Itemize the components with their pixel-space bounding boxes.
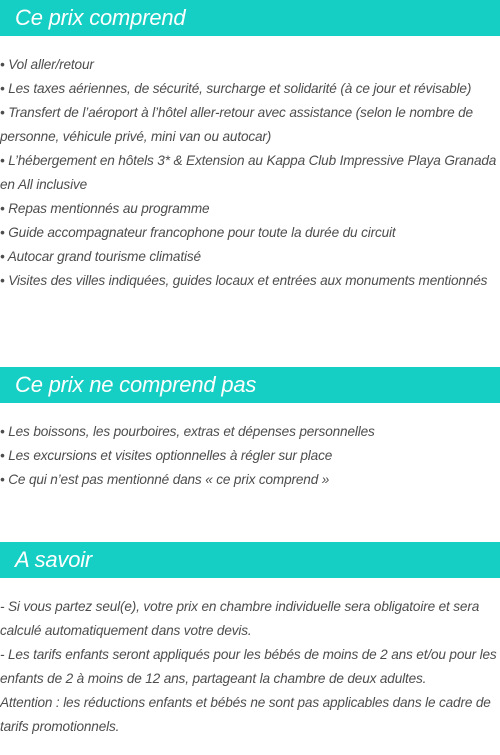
excludes-title: Ce prix ne comprend pas	[15, 372, 257, 397]
includes-list	[0, 53, 500, 293]
list-item: • Les taxes aériennes, de sécurité, surcharge et solidarité (à ce jour et révisable)	[0, 81, 472, 96]
list-item: - Si vous partez seul(e), votre prix en chambre individuelle sera obligatoire et sera calculé automatiquement dans votre devis.	[0, 599, 480, 638]
info-section	[0, 542, 500, 739]
info-list	[0, 595, 500, 739]
list-item: • Vol aller/retour	[0, 57, 94, 72]
list-item: • Les boissons, les pourboires, extras et dépenses personnelles	[0, 424, 375, 439]
list-item: • Ce qui n’est pas mentionné dans « ce prix comprend »	[0, 472, 330, 487]
excludes-header	[0, 367, 500, 403]
includes-section	[0, 0, 500, 293]
list-item: • Repas mentionnés au programme	[0, 201, 210, 216]
info-header	[0, 542, 500, 578]
list-item: • L’hébergement en hôtels 3* & Extension au Kappa Club Impressive Playa Granada en All inclusive	[0, 153, 497, 192]
excludes-section	[0, 367, 500, 492]
info-title: A savoir	[15, 547, 93, 572]
list-item: - Les tarifs enfants seront appliqués pour les bébés de moins de 2 ans et/ou pour les enfants de 2 à moins de 12 ans, partageant la chambre de deux adultes.	[0, 647, 497, 686]
list-item: • Autocar grand tourisme climatisé	[0, 249, 201, 264]
includes-header	[0, 0, 500, 36]
list-item: Attention : les réductions enfants et bébés ne sont pas applicables dans le cadre de tarifs promotionnels.	[0, 695, 491, 734]
includes-title: Ce prix comprend	[15, 5, 186, 30]
list-item: • Visites des villes indiquées, guides locaux et entrées aux monuments mentionnés	[0, 273, 488, 288]
excludes-list	[0, 420, 500, 492]
list-item: • Guide accompagnateur francophone pour toute la durée du circuit	[0, 225, 396, 240]
list-item: • Transfert de l’aéroport à l’hôtel aller-retour avec assistance (selon le nombre de personne, véhicule privé, mini van ou autocar)	[0, 105, 473, 144]
list-item: • Les excursions et visites optionnelles à régler sur place	[0, 448, 333, 463]
